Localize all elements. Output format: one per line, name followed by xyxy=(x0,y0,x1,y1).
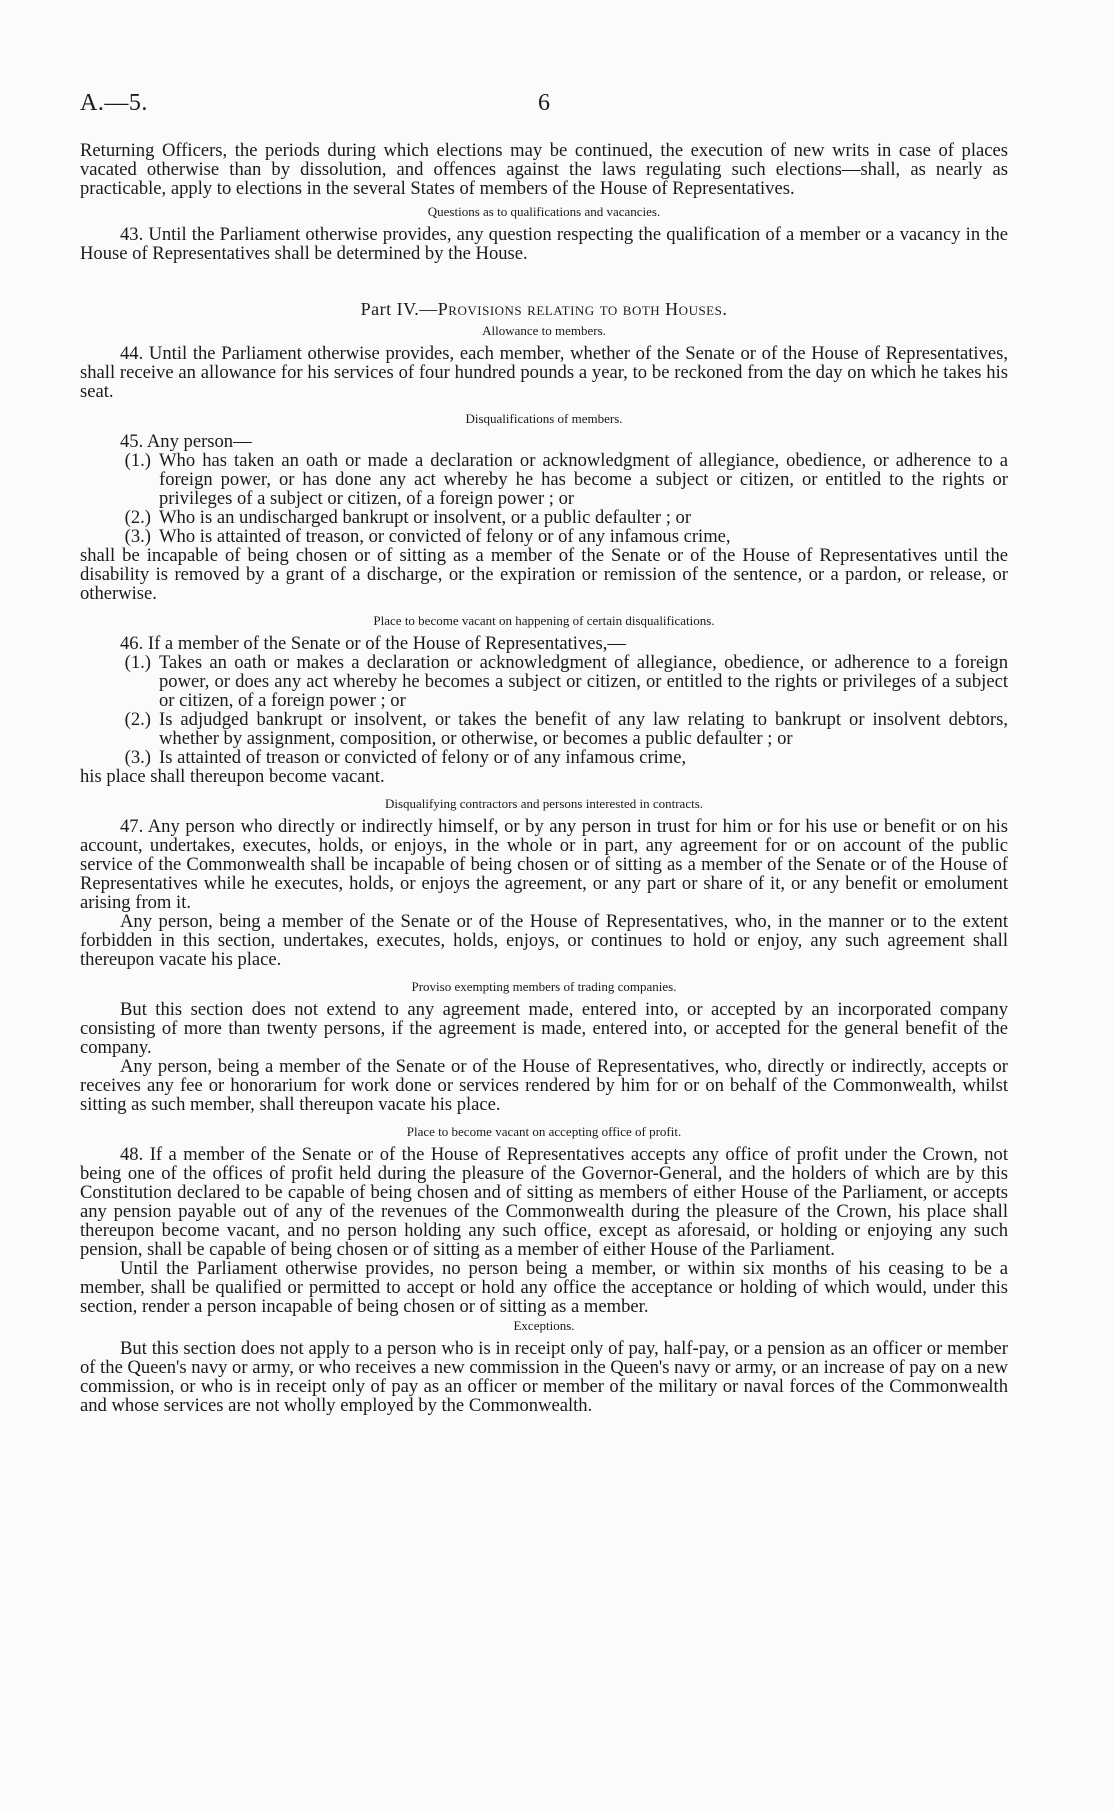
item-number: (2.) xyxy=(124,507,151,528)
list-item xyxy=(80,527,1008,546)
item-text: Is attainted of treason or convicted of felony or of any infamous crime, xyxy=(159,747,687,768)
section-45-intro: 45. Any person— xyxy=(120,431,252,452)
section-44: 44. Until the Parliament otherwise provides, each member, whether of the Senate or of the House of Representatives, shall receive an allowance for his services of four hundred pounds a year, to be reckoned from the day on which he takes his seat. xyxy=(80,343,1008,402)
section-46-intro: 46. If a member of the Senate or of the House of Representatives,— xyxy=(120,633,626,654)
section-47-para-2: Any person, being a member of the Senate or of the House of Representatives, who, in the manner or to the extent forbidden in this section, undertakes, executes, holds, enjoys, or continues to hold or enjoy, any such agreement shall thereupon vacate his place. xyxy=(80,911,1008,970)
item-text: Who is attainted of treason, or convicted of felony or of any infamous crime, xyxy=(159,526,731,547)
section-48-para-1: 48. If a member of the Senate or of the House of Representatives accepts any office of profit under the Crown, not being one of the offices of profit held during the pleasure of the Governor-General, and the holders of which are by this Constitution declared to be capable of being chosen and of sitting as members of either House of the Parliament, or accepts any pension payable out of any of the revenues of the Commonwealth during the pleasure of the Crown, his place shall thereupon become vacant, and no person holding any such office, except as aforesaid, or holding or enjoying any such pension, shall be capable of being chosen or of sitting as a member of either House of the Parliament. xyxy=(80,1144,1008,1260)
section-43: 43. Until the Parliament otherwise provides, any question respecting the qualification of a member or a vacancy in the House of Representatives shall be determined by the House. xyxy=(80,224,1008,264)
marginal-note-proviso: Proviso exempting members of trading companies. xyxy=(411,979,677,994)
item-number: (3.) xyxy=(124,526,151,547)
continued-paragraph: Returning Officers, the periods during which elections may be continued, the execution of new writs in case of places vacated otherwise than by dissolution, and offences against the laws regulating such elections—shall, as nearly as practicable, apply to elections in the several States of members of the House of Representatives. xyxy=(80,140,1008,199)
part-title: Provisions relating to both Houses. xyxy=(437,299,728,319)
section-48-para-2: Until the Parliament otherwise provides, no person being a member, or within six months of his ceasing to be a member, shall be qualified or permitted to accept or hold any office the acceptance or holding of which would, under this section, render a person incapable of being chosen or of sitting as a member. xyxy=(80,1258,1008,1317)
item-number: (2.) xyxy=(124,709,151,730)
part-label: Part IV.— xyxy=(360,299,438,319)
item-number: (3.) xyxy=(124,747,151,768)
section-47-para-4: Any person, being a member of the Senate or of the House of Representatives, who, directly or indirectly, accepts or receives any fee or honorarium for work done or services rendered by him for or on behalf of the Commonwealth, whilst sitting as such member, shall thereupon vacate his place. xyxy=(80,1056,1008,1115)
section-47-para-3: But this section does not extend to any agreement made, entered into, or accepted by an incorporated company consisting of more than twenty persons, if the agreement is made, entered into, or accepted for the general benefit of the company. xyxy=(80,999,1008,1058)
item-number: (1.) xyxy=(124,450,151,471)
text-column xyxy=(80,141,1008,1415)
section-46-tail: his place shall thereupon become vacant. xyxy=(80,766,385,787)
marginal-note-s48: Place to become vacant on accepting office of profit. xyxy=(406,1124,682,1139)
item-text: Who is an undischarged bankrupt or insolvent, or a public defaulter ; or xyxy=(159,507,692,528)
part-heading xyxy=(80,299,1008,319)
marginal-note-s47: Disqualifying contractors and persons interested in contracts. xyxy=(384,796,704,811)
item-text: Takes an oath or makes a declaration or acknowledgment of allegiance, obedience, or adherence to a foreign power, or does any act whereby he becomes a subject or citizen, or entitled to the rights or privileges of a subject or citizen, of a foreign power ; or xyxy=(159,652,1008,711)
section-48-para-3: But this section does not apply to a person who is in receipt only of pay, half-pay, or a pension as an officer or member of the Queen's navy or army, or who receives a new commission in the Queen's navy or army, or an increase of pay on a new commission, or who is in receipt only of pay as an officer or member of the military or naval forces of the Commonwealth and whose services are not wholly employed by the Commonwealth. xyxy=(80,1338,1008,1416)
page-number: 6 xyxy=(538,90,551,116)
marginal-note-s43: Questions as to qualifications and vacancies. xyxy=(427,204,661,219)
list-item xyxy=(80,508,1008,527)
item-text: Who has taken an oath or made a declaration or acknowledgment of allegiance, obedience, or adherence to a foreign power, or has done any act whereby he has become a subject or citizen, or entitled to the rights or privileges of a subject or citizen, of a foreign power ; or xyxy=(159,450,1008,509)
list-item xyxy=(80,451,1008,508)
item-text: Is adjudged bankrupt or insolvent, or takes the benefit of any law relating to bankrupt or insolvent debtors, whether by assignment, composition, or otherwise, or becomes a public defaulter ; or xyxy=(159,709,1008,749)
list-item xyxy=(80,748,1008,767)
marginal-note-exceptions: Exceptions. xyxy=(513,1318,575,1333)
marginal-note-s45: Disqualifications of members. xyxy=(465,411,623,426)
list-item xyxy=(80,653,1008,710)
document-reference: A.—5. xyxy=(80,90,148,116)
marginal-note-s46: Place to become vacant on happening of certain disqualifications. xyxy=(373,613,715,628)
section-45-tail: shall be incapable of being chosen or of sitting as a member of the Senate or of the House of Representatives until the disability is removed by a grant of a discharge, or the expiration or remission of the sentence, or a pardon, or release, or otherwise. xyxy=(80,545,1008,604)
item-number: (1.) xyxy=(124,652,151,673)
list-item xyxy=(80,710,1008,748)
marginal-note-s44: Allowance to members. xyxy=(482,323,606,338)
section-47-para-1: 47. Any person who directly or indirectly himself, or by any person in trust for him or for his use or benefit or on his account, undertakes, executes, holds, or enjoys, in the whole or in part, any agreement for or on account of the public service of the Commonwealth shall be incapable of being chosen or of sitting as a member of the Senate or of the House of Representatives while he executes, holds, or enjoys the agreement, or any part or share of it, or any benefit or emolument arising from it. xyxy=(80,816,1008,913)
